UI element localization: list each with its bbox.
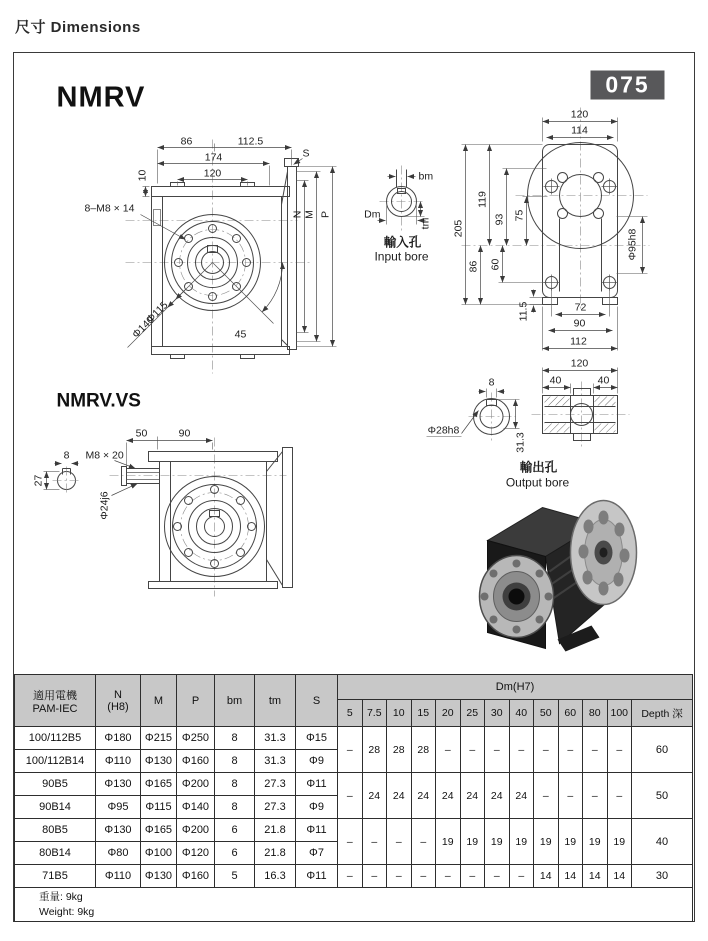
cell-s: Φ11 [296,819,338,842]
cell-p: Φ140 [177,796,215,819]
cell-n: Φ110 [96,865,141,888]
cell-dm: 28 [362,727,387,773]
dim-label: Φ28h8 [427,424,460,437]
cell-m: Φ130 [141,865,177,888]
dim-label: 114 [571,124,588,137]
cell-s: Φ9 [296,750,338,773]
cell-dm: – [338,865,363,888]
cell-n: Φ95 [96,796,141,819]
cell-bm: 8 [215,796,255,819]
dim-label: 119 [476,191,489,208]
dim-label: N [291,210,304,219]
header-dm-ratio: 100 [607,700,632,727]
dim-label: 31.3 [514,432,527,453]
header-dm-ratio: 5 [338,700,363,727]
dim-label: Φ95h8 [626,228,639,261]
cell-m: Φ130 [141,750,177,773]
cell-dm: 14 [607,865,632,888]
cell-n: Φ130 [96,819,141,842]
dim-label: M [303,210,316,219]
cell-bm: 5 [215,865,255,888]
output-bore-label-en: Output bore [505,475,570,490]
cell-dm: – [485,865,510,888]
cell-dm: – [338,727,363,773]
bolt-pattern-note: 8–M8 × 14 [84,202,135,215]
cell-dm: – [534,773,559,819]
cell-dm: 24 [485,773,510,819]
dim-label: 93 [493,213,506,226]
dim-label: 90 [178,427,191,440]
header-motor: 適用電機 PAM-IEC [15,675,96,727]
rear-view-drawing [453,108,650,351]
cell-bm: 8 [215,750,255,773]
dimension-table-head [15,675,693,727]
table-row [15,865,693,888]
cell-tm: 27.3 [255,773,296,796]
cell-dm: – [362,819,387,865]
cell-bm: 6 [215,819,255,842]
cell-dm: – [583,727,608,773]
cell-dm: 19 [509,819,534,865]
cell-model: 71B5 [15,865,96,888]
dim-label: 50 [135,427,148,440]
dim-label: Φ140 [129,313,157,341]
header-m: M [141,675,177,727]
cell-bm: 8 [215,773,255,796]
photo-output-flange [480,556,554,638]
output-bore-label-cn: 輸出孔 [519,460,558,475]
cell-dm: – [534,727,559,773]
dim-label: Φ24j6 [98,491,111,520]
header-dm: Dm(H7) [338,675,693,700]
dim-label: 8 [488,376,495,389]
dim-label: 45 [234,328,247,341]
header-n: N (H8) [96,675,141,727]
dim-label: Dm [364,208,381,221]
cell-dm: – [338,773,363,819]
input-bore-label-en: Input bore [374,249,429,264]
dim-label: 60 [489,258,502,271]
input-bore-label-cn: 輸入孔 [383,235,422,250]
cell-tm: 31.3 [255,727,296,750]
header-dm-ratio: 25 [460,700,485,727]
dim-label: 112 [570,335,587,348]
cell-s: Φ7 [296,842,338,865]
cell-tm: 27.3 [255,796,296,819]
cell-dm: 24 [362,773,387,819]
dim-label: 40 [549,374,562,387]
cell-dm: 19 [460,819,485,865]
content-frame [13,52,695,922]
cell-dm: – [436,865,461,888]
cell-dm: 19 [607,819,632,865]
cell-m: Φ165 [141,819,177,842]
dim-label: 174 [204,151,223,164]
cell-dm: – [460,865,485,888]
technical-drawing [14,53,693,674]
cell-depth: 50 [632,773,693,819]
dim-label: 86 [180,135,193,148]
header-bm: bm [215,675,255,727]
cell-dm: 14 [534,865,559,888]
dim-label: Φ115 [144,299,171,326]
cell-dm: 24 [436,773,461,819]
cell-depth: 30 [632,865,693,888]
cell-dm: 19 [436,819,461,865]
cell-dm: 19 [583,819,608,865]
cell-m: Φ165 [141,773,177,796]
weight-note [15,888,693,922]
cell-dm: – [607,773,632,819]
table-footer-row [15,888,693,922]
cell-dm: – [558,773,583,819]
cell-dm: – [436,727,461,773]
cell-dm: – [460,727,485,773]
dim-label: 120 [570,357,589,370]
header-dm-ratio: 15 [411,700,436,727]
size-badge-label: 075 [605,71,650,98]
header-s: S [296,675,338,727]
series-vs-title: NMRV.VS [56,390,141,412]
cell-bm: 8 [215,727,255,750]
dim-label: bm [418,170,434,183]
cell-depth: 60 [632,727,693,773]
table-row [15,727,693,750]
cell-dm: – [411,819,436,865]
cell-dm: – [509,865,534,888]
cell-n: Φ130 [96,773,141,796]
cell-dm: – [607,727,632,773]
cell-p: Φ160 [177,750,215,773]
dim-label: 40 [597,374,610,387]
cell-model: 100/112B5 [15,727,96,750]
header-dm-ratio: 80 [583,700,608,727]
cell-model: 90B14 [15,796,96,819]
cell-dm: – [583,773,608,819]
cell-dm: 14 [583,865,608,888]
cell-dm: – [485,727,510,773]
header-dm-ratio: 20 [436,700,461,727]
cell-dm: – [362,865,387,888]
header-dm-ratio: 10 [387,700,412,727]
dim-label: 205 [452,219,465,238]
dim-label: 8 [63,449,70,462]
cell-n: Φ110 [96,750,141,773]
cell-s: Φ9 [296,796,338,819]
dimension-table-body [15,727,693,922]
cell-dm: 19 [534,819,559,865]
dim-label: 112.5 [237,135,264,148]
cell-dm: 24 [387,773,412,819]
front-view-drawing [85,136,337,374]
vs-view-drawing [33,428,293,597]
cell-s: Φ11 [296,865,338,888]
cell-depth: 40 [632,819,693,865]
dim-label: P [319,210,332,219]
dim-label: 86 [467,260,480,273]
cell-dm: 24 [509,773,534,819]
dim-label: 75 [513,209,526,222]
weight-cn: 重量: 9kg [39,891,83,904]
cell-model: 80B14 [15,842,96,865]
header-p: P [177,675,215,727]
size-badge [591,71,665,100]
cell-m: Φ100 [141,842,177,865]
cell-n: Φ180 [96,727,141,750]
dim-label: S [302,147,310,160]
cell-dm: – [387,819,412,865]
cell-p: Φ120 [177,842,215,865]
dim-label: 120 [570,108,589,121]
cell-s: Φ15 [296,727,338,750]
header-dm-ratio: 30 [485,700,510,727]
cell-tm: 21.8 [255,819,296,842]
cell-model: 80B5 [15,819,96,842]
cell-dm: 19 [558,819,583,865]
bolt-pattern-note: M8 × 20 [85,449,124,462]
output-section-drawing [532,358,630,449]
cell-s: Φ11 [296,773,338,796]
cell-dm: 28 [411,727,436,773]
page-heading: 尺寸 Dimensions [15,19,141,36]
weight-en: Weight: 9kg [39,905,95,918]
table-row [15,773,693,796]
series-title: NMRV [56,81,146,114]
table-row [15,819,693,842]
cell-tm: 31.3 [255,750,296,773]
cell-dm: – [338,819,363,865]
cell-tm: 16.3 [255,865,296,888]
dim-label: 10 [136,169,149,182]
cell-dm: 24 [460,773,485,819]
dim-label: 27 [32,474,45,487]
dim-label: 11.5 [517,301,530,322]
cell-m: Φ215 [141,727,177,750]
dimension-table [14,674,693,922]
cell-model: 100/112B14 [15,750,96,773]
cell-tm: 21.8 [255,842,296,865]
cell-dm: – [411,865,436,888]
cell-dm: 19 [485,819,510,865]
header-dm-ratio: 60 [558,700,583,727]
photo-motor-flange-disc [571,501,637,605]
cell-dm: 24 [411,773,436,819]
dim-label: 120 [203,167,222,180]
cell-m: Φ115 [141,796,177,819]
cell-dm: – [387,865,412,888]
header-dm-ratio: 7.5 [362,700,387,727]
cell-dm: – [558,727,583,773]
cell-n: Φ80 [96,842,141,865]
cell-dm: 28 [387,727,412,773]
header-dm-ratio: 50 [534,700,559,727]
cell-bm: 6 [215,842,255,865]
cell-p: Φ250 [177,727,215,750]
dim-label: 90 [573,317,586,330]
cell-p: Φ160 [177,865,215,888]
dim-label: 72 [574,301,587,314]
cell-dm: – [509,727,534,773]
cell-p: Φ200 [177,773,215,796]
cell-dm: 14 [558,865,583,888]
header-dm-ratio: 40 [509,700,534,727]
dim-label: tm [419,217,432,230]
cell-model: 90B5 [15,773,96,796]
product-photo [480,501,637,652]
header-depth: Depth 深 [632,700,693,727]
input-bore-drawing [364,166,433,264]
cell-p: Φ200 [177,819,215,842]
header-tm: tm [255,675,296,727]
